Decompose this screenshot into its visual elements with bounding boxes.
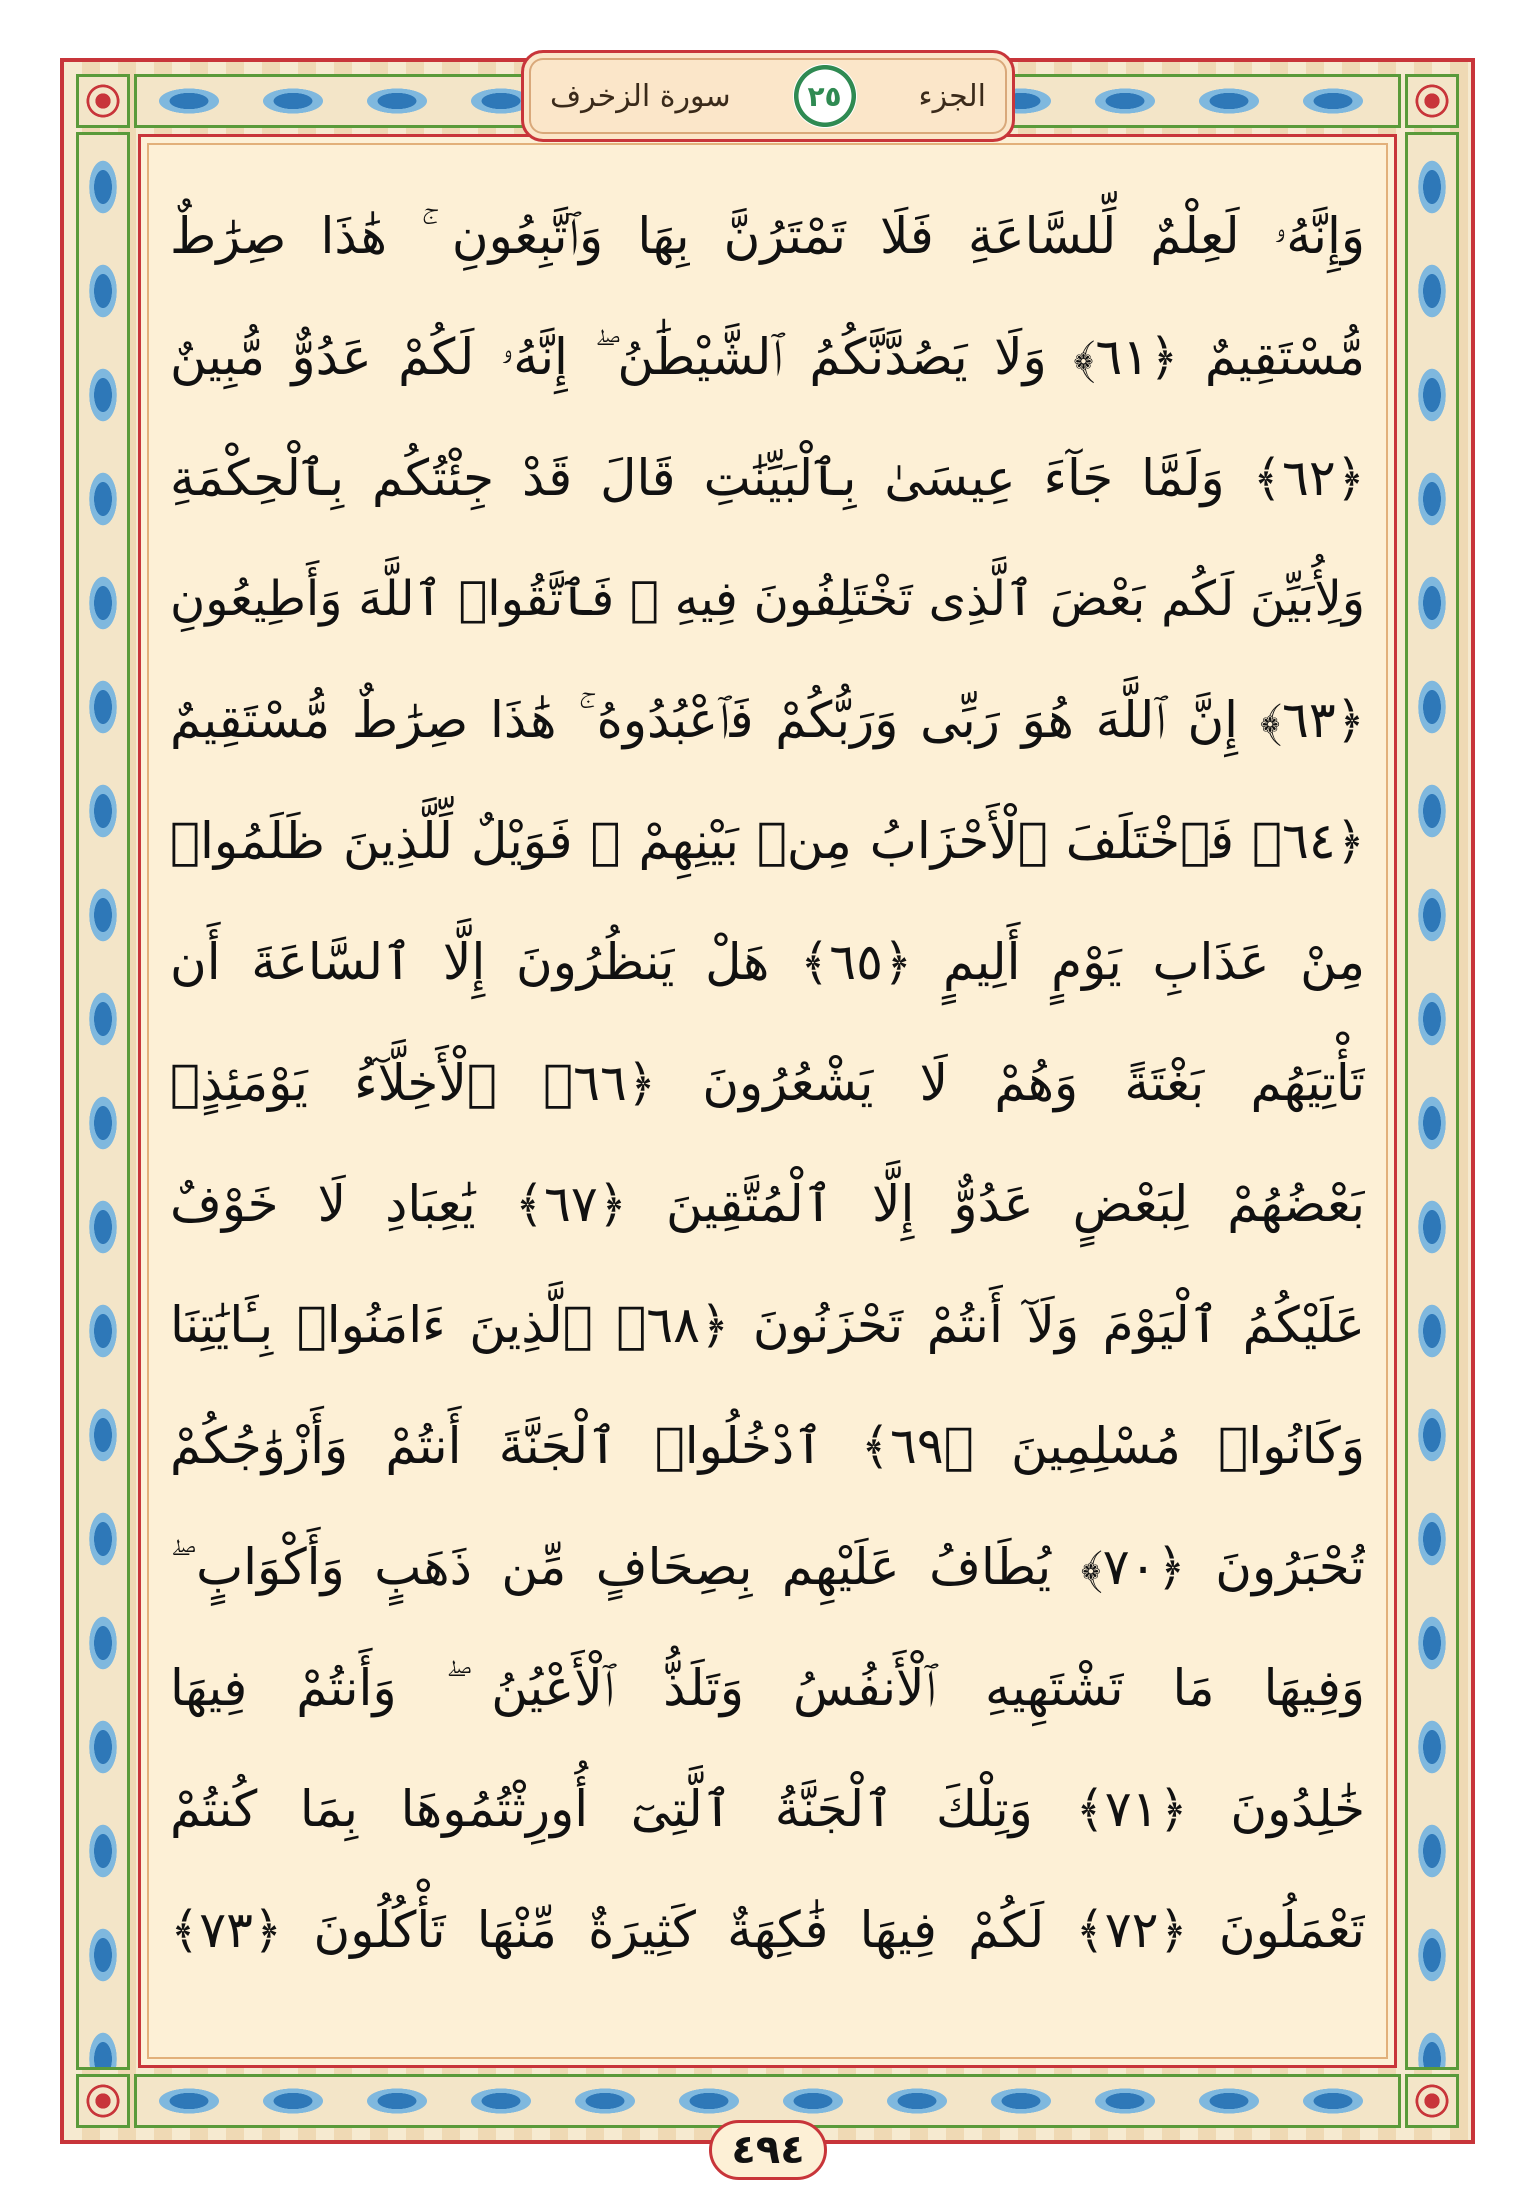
verse-line: وَفِيهَا مَا تَشْتَهِيهِ ٱلْأَنفُسُ وَتَلَذُّ ٱلْأَعْيُنُ ۖ وَأَنتُمْ فِيهَا: [170, 1659, 1365, 1717]
page-number: ٤٩٤: [709, 2120, 827, 2180]
corner-rosette-icon: [76, 2074, 130, 2128]
surah-name: سورة الزخرف: [550, 78, 731, 114]
verse-line: ﴿٦٤﴾ فَٱخْتَلَفَ ٱلْأَحْزَابُ مِنۢ بَيْنِهِمْ ۖ فَوَيْلٌ لِّلَّذِينَ ظَلَمُوا۟: [170, 812, 1365, 870]
corner-rosette-icon: [1405, 74, 1459, 128]
verse-line: مِنْ عَذَابِ يَوْمٍ أَلِيمٍ ﴿٦٥﴾ هَلْ يَنظُرُونَ إِلَّا ٱلسَّاعَةَ أَن: [170, 933, 1365, 991]
border-band-right: [1405, 132, 1459, 2070]
verse-line: وَإِنَّهُۥ لَعِلْمٌ لِّلسَّاعَةِ فَلَا تَمْتَرُنَّ بِهَا وَٱتَّبِعُونِ ۚ هَٰذَا صِرَٰطٌ: [170, 207, 1365, 265]
verse-line: تُحْبَرُونَ ﴿٧٠﴾ يُطَافُ عَلَيْهِم بِصِحَافٍ مِّن ذَهَبٍ وَأَكْوَابٍ ۖ: [170, 1538, 1365, 1596]
border-band-left: [76, 132, 130, 2070]
verse-lines: [170, 176, 1365, 1991]
verse-line: وَلِأُبَيِّنَ لَكُم بَعْضَ ٱلَّذِى تَخْتَلِفُونَ فِيهِ ۖ فَٱتَّقُوا۟ ٱللَّهَ وَأَطِيعُونِ: [170, 571, 1365, 627]
verse-line: خَٰلِدُونَ ﴿٧١﴾ وَتِلْكَ ٱلْجَنَّةُ ٱلَّتِىٓ أُورِثْتُمُوهَا بِمَا كُنتُمْ: [170, 1780, 1365, 1838]
verse-line: وَكَانُوا۟ مُسْلِمِينَ ﴿٦٩﴾ ٱدْخُلُوا۟ ٱلْجَنَّةَ أَنتُمْ وَأَزْوَٰجُكُمْ: [170, 1417, 1365, 1475]
verse-line: ﴿٦٢﴾ وَلَمَّا جَآءَ عِيسَىٰ بِٱلْبَيِّنَٰتِ قَالَ قَدْ جِئْتُكُم بِٱلْحِكْمَةِ: [170, 449, 1365, 507]
verse-line: ﴿٦٣﴾ إِنَّ ٱللَّهَ هُوَ رَبِّى وَرَبُّكُمْ فَٱعْبُدُوهُ ۚ هَٰذَا صِرَٰطٌ مُّسْتَقِيمٌ: [170, 691, 1365, 749]
corner-rosette-icon: [76, 74, 130, 128]
verse-line: تَعْمَلُونَ ﴿٧٢﴾ لَكُمْ فِيهَا فَٰكِهَةٌ كَثِيرَةٌ مِّنْهَا تَأْكُلُونَ ﴿٧٣﴾: [170, 1901, 1365, 1959]
verse-line: مُّسْتَقِيمٌ ﴿٦١﴾ وَلَا يَصُدَّنَّكُمُ ٱلشَّيْطَٰنُ ۖ إِنَّهُۥ لَكُمْ عَدُوٌّ مُّبِينٌ: [170, 328, 1365, 386]
juz-number-badge: ٢٥: [793, 64, 857, 128]
verse-line: تَأْتِيَهُم بَغْتَةً وَهُمْ لَا يَشْعُرُونَ ﴿٦٦﴾ ٱلْأَخِلَّآءُ يَوْمَئِذٍۭ: [170, 1054, 1365, 1112]
juz-label: الجزء: [918, 78, 986, 114]
verse-line: عَلَيْكُمُ ٱلْيَوْمَ وَلَآ أَنتُمْ تَحْزَنُونَ ﴿٦٨﴾ ٱلَّذِينَ ءَامَنُوا۟ بِـَٔايَٰتِنَا: [170, 1296, 1365, 1354]
corner-rosette-icon: [1405, 2074, 1459, 2128]
verse-line: بَعْضُهُمْ لِبَعْضٍ عَدُوٌّ إِلَّا ٱلْمُتَّقِينَ ﴿٦٧﴾ يَٰعِبَادِ لَا خَوْفٌ: [170, 1175, 1365, 1233]
page-header: [521, 50, 1015, 142]
